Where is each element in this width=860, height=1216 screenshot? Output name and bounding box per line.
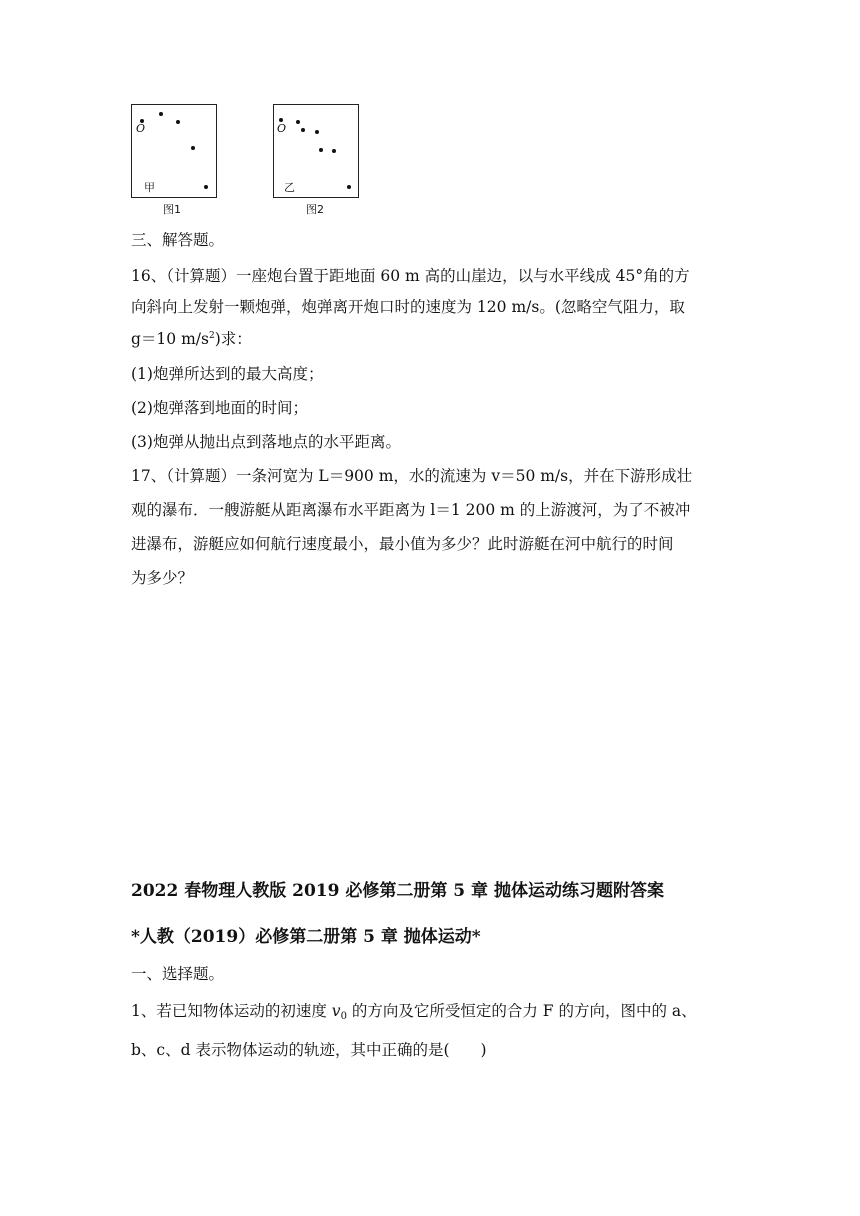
figure-2-origin-label: O [277,122,287,135]
figure-2-caption: 图2 [306,203,324,216]
figure-2-box [273,104,359,198]
figure-2-corner-label: 乙 [284,181,295,194]
superscript: 2 [208,331,215,341]
question-17-line-1: 17、（计算题）一条河宽为 L＝900 m，水的流速为 v＝50 m/s，并在下游形成壮 [131,467,693,485]
section-heading: 一、选择题。 [131,965,225,983]
figure-1-point [159,112,163,116]
question-1-line-2: b、c、d 表示物体运动的轨迹，其中正确的是( ) [131,1041,487,1059]
question-16-part-2: (2)炮弹落到地面的时间； [131,399,308,417]
question-17-line-3: 进瀑布，游艇应如何航行速度最小，最小值为多少？此时游艇在河中航行的时间 [131,535,674,553]
figure-2-point [296,120,300,124]
section-heading: 三、解答题。 [131,231,225,249]
question-17-line-2: 观的瀑布．一艘游艇从距离瀑布水平距离为 l＝1 200 m 的上游渡河，为了不被冲 [131,501,691,519]
question-16-line-3 [131,329,252,349]
question-1-line-1-end: 的方向及它所受恒定的合力 F 的方向，图中的 a、 [346,1002,697,1020]
figure-1-point [176,120,180,124]
subscript: 0 [340,1011,347,1022]
figure-1-box [131,104,217,198]
figure-1-origin-label: O [136,122,146,135]
document-subtitle: *人教（2019）必修第二册第 5 章 抛体运动* [131,927,481,947]
document-title: 2022 春物理人教版 2019 必修第二册第 5 章 抛体运动练习题附答案 [131,881,664,901]
figure-1-corner-label: 甲 [144,181,155,194]
figure-2-point [347,185,351,189]
velocity-symbol: v [331,1002,341,1020]
figure-1-point [204,185,208,189]
figure-1-caption: 图1 [163,203,181,216]
question-17-line-4: 为多少？ [131,569,194,587]
figure-1-point [191,146,195,150]
figure-2-point [301,128,305,132]
question-16-line-1: 16、（计算题）一座炮台置于距地面 60 m 高的山崖边，以与水平线成 45°角的方 [131,267,690,285]
question-16-line-2: 向斜向上发射一颗炮弹，炮弹离开炮口时的速度为 120 m/s。(忽略空气阻力，取 [131,298,685,316]
question-16-line-3-text: g＝10 m/s [131,330,209,348]
question-16-part-3: (3)炮弹从抛出点到落地点的水平距离。 [131,433,401,451]
figure-2-point [332,149,336,153]
figure-2-point [315,130,319,134]
question-1-line-1 [131,1001,697,1021]
question-16-line-3-end: )求： [214,330,252,348]
question-1-line-1-text: 1、若已知物体运动的初速度 [131,1002,332,1020]
question-16-part-1: (1)炮弹所达到的最大高度； [131,365,324,383]
figure-2-point [319,148,323,152]
